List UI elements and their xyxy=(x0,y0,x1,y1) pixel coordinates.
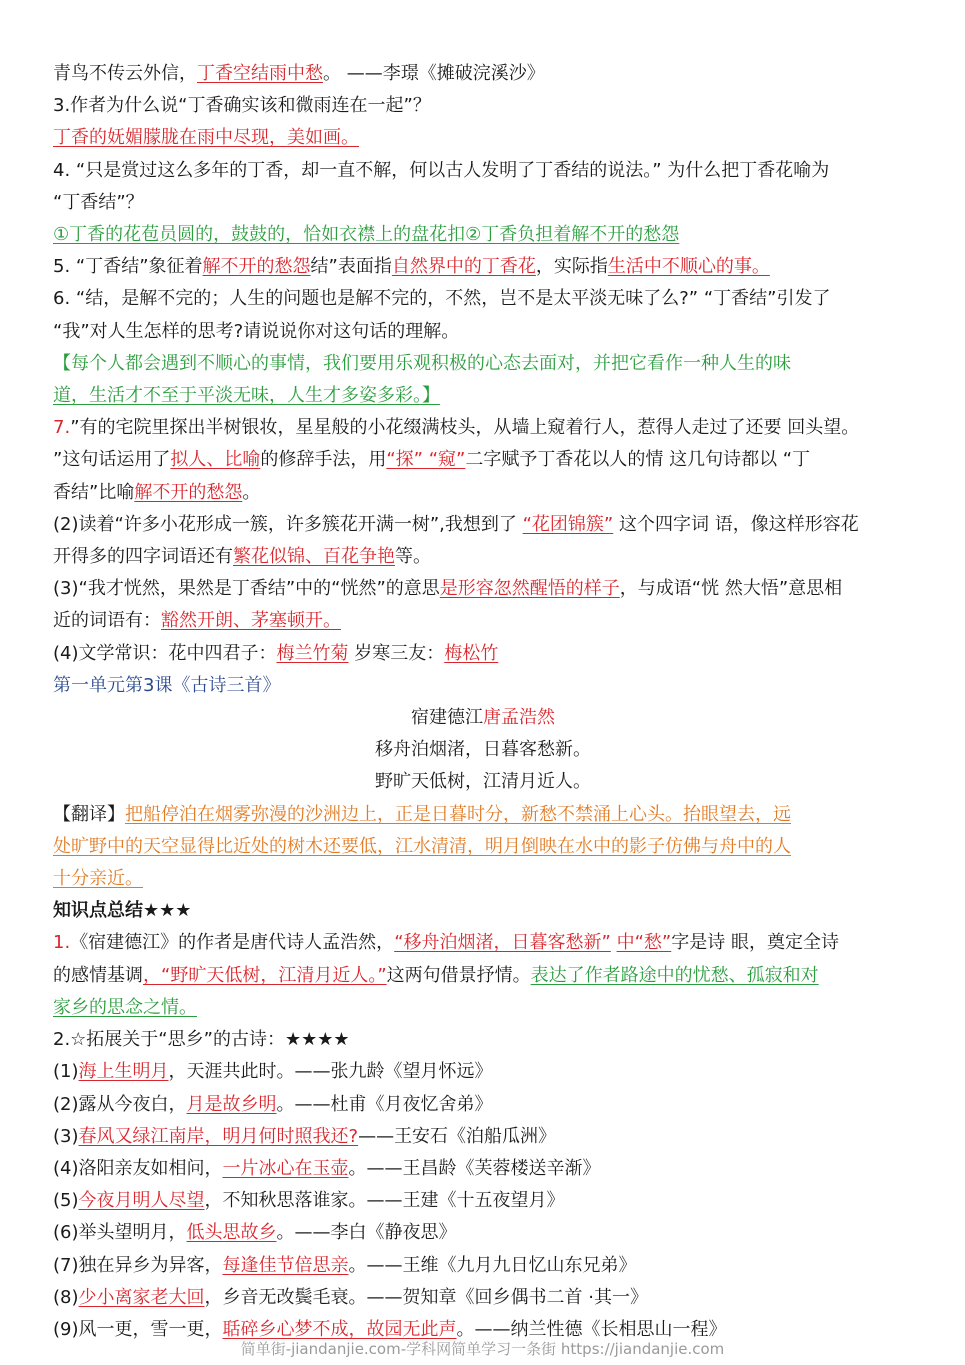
text-segment: (6)举头望明月， xyxy=(53,1222,187,1244)
text-segment: 月是故乡明 xyxy=(186,1093,277,1115)
text-segment: 3.作者为什么说“丁香确实该和微雨连在一起”？ xyxy=(53,95,431,117)
text-segment: 的修辞手法，用 xyxy=(260,449,387,471)
text-segment: 4. “只是赏过这么多年的丁香，却一直不解，何以古人发明了丁香结的说法。” 为什么把丁香花喻为 xyxy=(53,159,830,181)
text-line xyxy=(53,187,913,219)
text-segment: 一片冰心在玉壶 xyxy=(222,1157,349,1179)
text-segment: 每逢佳节倍思亲 xyxy=(222,1254,349,1276)
text-segment: (2)露从今夜白， xyxy=(53,1093,187,1115)
text-segment: 解不开的愁怨 xyxy=(134,481,243,503)
text-segment: “丁香结”？ xyxy=(53,191,144,213)
text-segment: 聒碎乡心梦不成，故园无此声 xyxy=(222,1318,457,1340)
watermark-footer: 简单街-jiandanjie.com-学科网简单学习一条街 https://jiandanjie.com xyxy=(240,1340,725,1358)
text-line xyxy=(53,444,913,476)
text-segment: 这两句借景抒情。 xyxy=(386,964,531,986)
text-segment: 是形容忽然醒悟的样子 xyxy=(439,578,620,600)
text-segment: ，天涯共此时。——张九龄《望月怀远》 xyxy=(168,1061,493,1083)
text-segment: 豁然开朗、茅塞顿开。 xyxy=(161,610,341,632)
text-segment: ，实际指 xyxy=(535,256,608,278)
text-segment: ，乡音无改鬓毛衰。——贺知章《回乡偶书二首 ·其一》 xyxy=(204,1286,648,1308)
text-line xyxy=(53,1282,913,1314)
text-segment: 拟人、比喻 xyxy=(170,449,261,471)
text-line xyxy=(53,1121,913,1153)
text-segment: 。——王维《九月九日忆山东兄弟》 xyxy=(348,1254,637,1276)
text-segment: 春风又绿江南岸，明月何时照我还? xyxy=(78,1125,359,1147)
text-segment: 繁花似锦、百花争艳 xyxy=(233,546,395,568)
text-segment: ——王安石《泊船瓜洲》 xyxy=(358,1125,557,1147)
text-line xyxy=(53,509,913,541)
text-segment: ，不知秋思落谁家。——王建《十五夜望月》 xyxy=(204,1190,565,1212)
text-segment: 近的词语有： xyxy=(53,610,161,632)
text-segment: “花团锦簇” xyxy=(522,513,614,535)
text-segment: “移舟泊烟渚，日暮客愁新” xyxy=(394,932,611,954)
text-line xyxy=(53,1185,913,1217)
text-segment: 字是诗 眼，奠定全诗 xyxy=(671,932,839,954)
text-segment: 宿建德江 xyxy=(411,707,483,729)
text-line xyxy=(53,251,913,283)
text-segment: 。——纳兰性德《长相思山一程》 xyxy=(456,1318,727,1340)
text-line xyxy=(53,219,913,251)
text-line xyxy=(53,1056,913,1088)
text-segment: 等。 xyxy=(395,546,431,568)
text-segment: 。 ——李璟《摊破浣溪沙》 xyxy=(323,63,545,84)
text-segment: 。——杜甫《月夜忆舍弟》 xyxy=(276,1093,493,1115)
text-segment: ”这句话运用了 xyxy=(53,449,171,471)
text-line xyxy=(53,155,913,187)
text-line xyxy=(53,831,913,863)
text-line xyxy=(53,1217,913,1249)
text-line xyxy=(53,766,913,798)
text-segment: 表达了作者路途中的忧愁、孤寂和对 xyxy=(530,964,819,986)
text-line xyxy=(53,283,913,315)
text-segment: 处旷野中的天空显得比近处的树木还要低，江水清清，明月倒映在水中的影子仿佛与舟中的人 xyxy=(53,835,791,857)
text-line xyxy=(53,702,913,734)
text-line xyxy=(53,90,913,122)
text-segment: 梅松竹 xyxy=(444,642,499,664)
text-line xyxy=(53,670,913,702)
text-segment: 梅兰竹菊 xyxy=(276,642,349,664)
text-segment: 知识点总结★★★ xyxy=(53,900,192,922)
text-segment: 家乡的思念之情。 xyxy=(53,996,197,1018)
text-segment: 把船停泊在烟雾弥漫的沙洲边上，正是日暮时分，新愁不禁涌上心头。抬眼望去，远 xyxy=(125,803,791,825)
text-segment: 5. “丁香结”象征着 xyxy=(53,256,203,278)
text-segment: 岁寒三友： xyxy=(348,642,445,664)
document-body xyxy=(53,58,913,1346)
text-segment: 。 xyxy=(242,481,261,503)
text-line xyxy=(53,316,913,348)
text-line xyxy=(53,380,913,412)
text-segment: (1) xyxy=(53,1061,79,1083)
text-line xyxy=(53,895,913,927)
text-segment: 十分亲近。 xyxy=(53,868,143,890)
text-line xyxy=(53,1153,913,1185)
text-segment: ，与成语“恍 然大悟”意思相 xyxy=(619,578,843,600)
text-segment: (5) xyxy=(53,1190,79,1212)
text-segment: 的感情基调 xyxy=(53,964,143,986)
text-segment: 唐孟浩然 xyxy=(483,707,555,729)
text-line xyxy=(53,927,913,959)
text-segment: 这个四字词 语，像这样形容花 xyxy=(613,513,859,535)
text-line xyxy=(53,573,913,605)
text-segment: 结”表面指 xyxy=(310,256,392,278)
text-segment: 。——李白《静夜思》 xyxy=(276,1222,457,1244)
text-segment: “我”对人生怎样的思考?请说说你对这句话的理解。 xyxy=(53,320,460,342)
text-segment: 开得多的四字词语还有 xyxy=(53,546,233,568)
text-segment: 。——王昌龄《芙蓉楼送辛渐》 xyxy=(348,1157,601,1179)
text-line xyxy=(53,1089,913,1121)
text-segment: 生活中不顺心的事。 xyxy=(607,256,770,278)
text-segment: (9)风一更，雪一更， xyxy=(53,1318,223,1340)
text-segment: (4)文学常识：花中四君子： xyxy=(53,642,277,664)
text-segment: 少小离家老大回 xyxy=(78,1286,205,1308)
text-segment: 低头思故乡 xyxy=(186,1222,277,1244)
text-segment: 【每个人都会遇到不顺心的事情，我们要用乐观积极的心态去面对，并把它看作一种人生的味 xyxy=(53,352,791,374)
text-segment: 移舟泊烟渚，日暮客愁新。 xyxy=(375,739,591,761)
text-segment: 道，生活才不至于平淡无味，人生才多姿多彩。】 xyxy=(53,385,440,407)
text-segment: 1. xyxy=(53,932,71,954)
text-line xyxy=(53,412,913,444)
text-segment: (3)“我才恍然，果然是丁香结”中的“恍然”的意思 xyxy=(53,578,440,600)
text-segment: ”有的宅院里探出半树银妆，星星般的小花缀满枝头，从墙上窥着行人，惹得人走过了还要 回头望。 xyxy=(70,417,860,439)
text-segment: 解不开的愁怨 xyxy=(202,256,311,278)
text-line xyxy=(53,1024,913,1056)
text-segment: 野旷天低树，江清月近人。 xyxy=(375,771,591,793)
text-segment: 中“愁” xyxy=(616,932,672,954)
text-segment: (4)洛阳亲友如相问， xyxy=(53,1157,223,1179)
text-segment: (2)读着“许多小花形成一簇，许多簇花开满一树”,我想到了 xyxy=(53,513,523,535)
text-line xyxy=(53,58,913,90)
text-segment: (3) xyxy=(53,1125,79,1147)
text-line xyxy=(53,477,913,509)
text-segment: 6. “结，是解不完的；人生的问题也是解不完的，不然，岂不是太平淡无味了么?” “丁香结”引发了 xyxy=(53,288,831,310)
text-line xyxy=(53,638,913,670)
text-segment: “探” “窥” xyxy=(386,449,466,471)
text-segment: 丁香的妩媚朦胧在雨中尽现，美如画。 xyxy=(53,127,359,149)
text-segment: 海上生明月 xyxy=(78,1061,169,1083)
text-segment: 今夜月明人尽望 xyxy=(78,1190,205,1212)
text-line xyxy=(53,960,913,992)
text-line xyxy=(53,122,913,154)
text-line xyxy=(53,348,913,380)
text-segment: 丁香空结雨中愁 xyxy=(197,63,323,84)
text-segment: (8) xyxy=(53,1286,79,1308)
text-segment: 第一单元第3课《古诗三首》 xyxy=(53,674,281,696)
text-segment: ，“野旷天低树，江清月近人。” xyxy=(143,964,387,986)
text-segment: 青鸟不传云外信， xyxy=(53,63,197,84)
text-segment: ①丁香的花苞员圆的，鼓鼓的，恰如衣襟上的盘花扣②丁香负担着解不开的愁怨 xyxy=(53,224,680,246)
text-segment: 【翻译】 xyxy=(53,803,125,825)
text-segment: 2.☆拓展关于“思乡”的古诗：★★★★ xyxy=(53,1029,350,1051)
text-segment: 7. xyxy=(53,417,71,439)
text-segment: 《宿建德江》的作者是唐代诗人孟浩然， xyxy=(70,932,395,954)
text-line xyxy=(53,541,913,573)
text-line xyxy=(53,992,913,1024)
text-segment: (7)独在异乡为异客， xyxy=(53,1254,223,1276)
text-segment: 二字赋予丁香花以人的情 这几句诗都以 “丁 xyxy=(465,449,811,471)
text-line xyxy=(53,605,913,637)
text-line xyxy=(53,799,913,831)
text-segment: 香结”比喻 xyxy=(53,481,135,503)
text-line xyxy=(53,734,913,766)
text-segment: 自然界中的丁香花 xyxy=(391,256,536,278)
text-line xyxy=(53,1250,913,1282)
text-line xyxy=(53,863,913,895)
